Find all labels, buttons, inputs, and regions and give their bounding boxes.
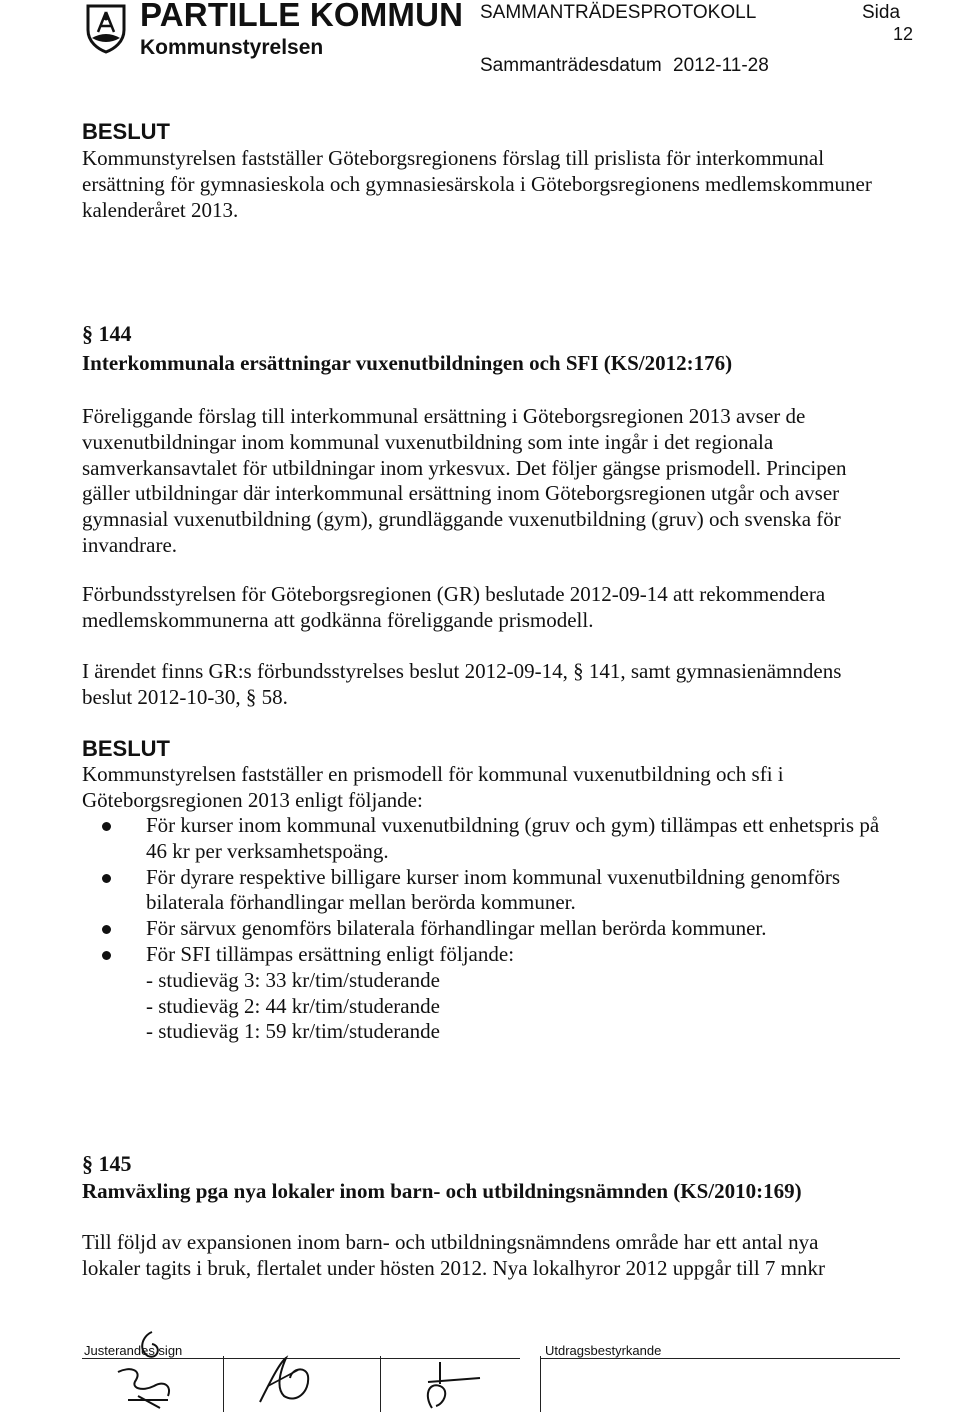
section-title-144: Interkommunala ersättningar vuxenutbildningen och SFI (KS/2012:176) [82,351,733,375]
signature-divider [380,1356,381,1412]
section-title-145: Ramväxling pga nya lokaler inom barn- och utbildningsnämnden (KS/2010:169) [82,1179,802,1203]
list-item: För SFI tillämpas ersättning enligt följande: - studieväg 3: 33 kr/tim/studerande - studieväg 2: 44 kr/tim/studerande - studieväg 1: 59 kr/tim/studerande [82,942,882,1045]
section-number-145: § 145 [82,1151,132,1176]
signature-divider [540,1356,541,1412]
list-item: För särvux genomförs bilaterala förhandlingar mellan berörda kommuner. [82,916,882,942]
bullet-icon [102,822,111,831]
section-number-144: § 144 [82,321,132,346]
section-145-paragraph-1: Till följd av expansionen inom barn- och utbildningsnämndens område har ett antal nya lokaler tagits i bruk, flertalet under hösten 2012. Nya lokalhyror 2012 uppgår till 7 mnkr [82,1230,825,1280]
utdragsbestyrkande-label: Utdragsbestyrkande [545,1343,662,1358]
bullet-icon [102,874,111,883]
decision-heading: BESLUT [82,119,170,144]
signature-1 [108,1326,188,1412]
section-144-paragraph-2: Förbundsstyrelsen för Göteborgsregionen (GR) beslutade 2012-09-14 att rekommendera medlemskommunerna att godkänna föreliggande prismodell. [82,582,826,632]
certification-line [540,1358,900,1359]
signature-3 [410,1356,500,1412]
justerandes-sign-label: Justerandes sign [84,1343,183,1358]
sfi-rate: - studieväg 3: 33 kr/tim/studerande [146,967,440,992]
meeting-date-value: 2012-11-28 [673,55,769,76]
decision-heading-144: BESLUT [82,736,170,761]
list-item: För dyrare respektive billigare kurser inom kommunal vuxenutbildning genomförs bilaterala förhandlingar mellan berörda kommuner. [82,865,882,917]
sfi-rate: - studieväg 1: 59 kr/tim/studerande [146,1019,440,1044]
page-label: Sida [862,2,901,23]
committee-name: Kommunstyrelsen [140,36,324,59]
bullet-icon [102,925,111,934]
decision-text: Kommunstyrelsen fastställer Göteborgsregionens förslag till prislista för interkommunal ersättning för gymnasieskola och gymnasiesärskola i Göteborgsregionens medlemskommuner kalenderåret 2013. [82,146,872,222]
sfi-rate: - studieväg 2: 44 kr/tim/studerande [146,993,440,1018]
signature-divider [223,1356,224,1412]
document-type: SAMMANTRÄDESPROTOKOLL [480,2,757,23]
decision-intro-144: Kommunstyrelsen fastställer en prismodell för kommunal vuxenutbildning och sfi i Göteborgsregionen 2013 enligt följande: [82,762,784,812]
bullet-icon [102,951,111,960]
list-item: För kurser inom kommunal vuxenutbildning (gruv och gym) tillämpas ett enhetspris på 46 kr per verksamhetspoäng. [82,813,882,865]
decision-bullet-list [82,813,882,1045]
section-144-paragraph-3: I ärendet finns GR:s förbundsstyrelses beslut 2012-09-14, § 141, samt gymnasienämndens beslut 2012-10-30, § 58. [82,659,842,709]
meeting-date-label: Sammanträdesdatum [480,55,662,76]
section-144-paragraph-1: Föreliggande förslag till interkommunal ersättning i Göteborgsregionen 2013 avser de vuxenutbildningar inom kommunal vuxenutbildning som inte ingår i det regionala samverkansavtalet för utbildningar inom yrkesvux. Det följer gängse prismodell. Principen gäller utbildningar där interkommunal ersättning inom Göteborgsregionen utgår och avser gymnasial vuxenutbildning (gym), grundläggande vuxenutbildning (gruv) och svenska för invandrare. [82,404,847,557]
municipality-name: PARTILLE KOMMUN [140,0,464,33]
page-number: 12 [893,24,914,44]
signature-2 [250,1352,330,1408]
coat-of-arms-icon [84,2,128,54]
